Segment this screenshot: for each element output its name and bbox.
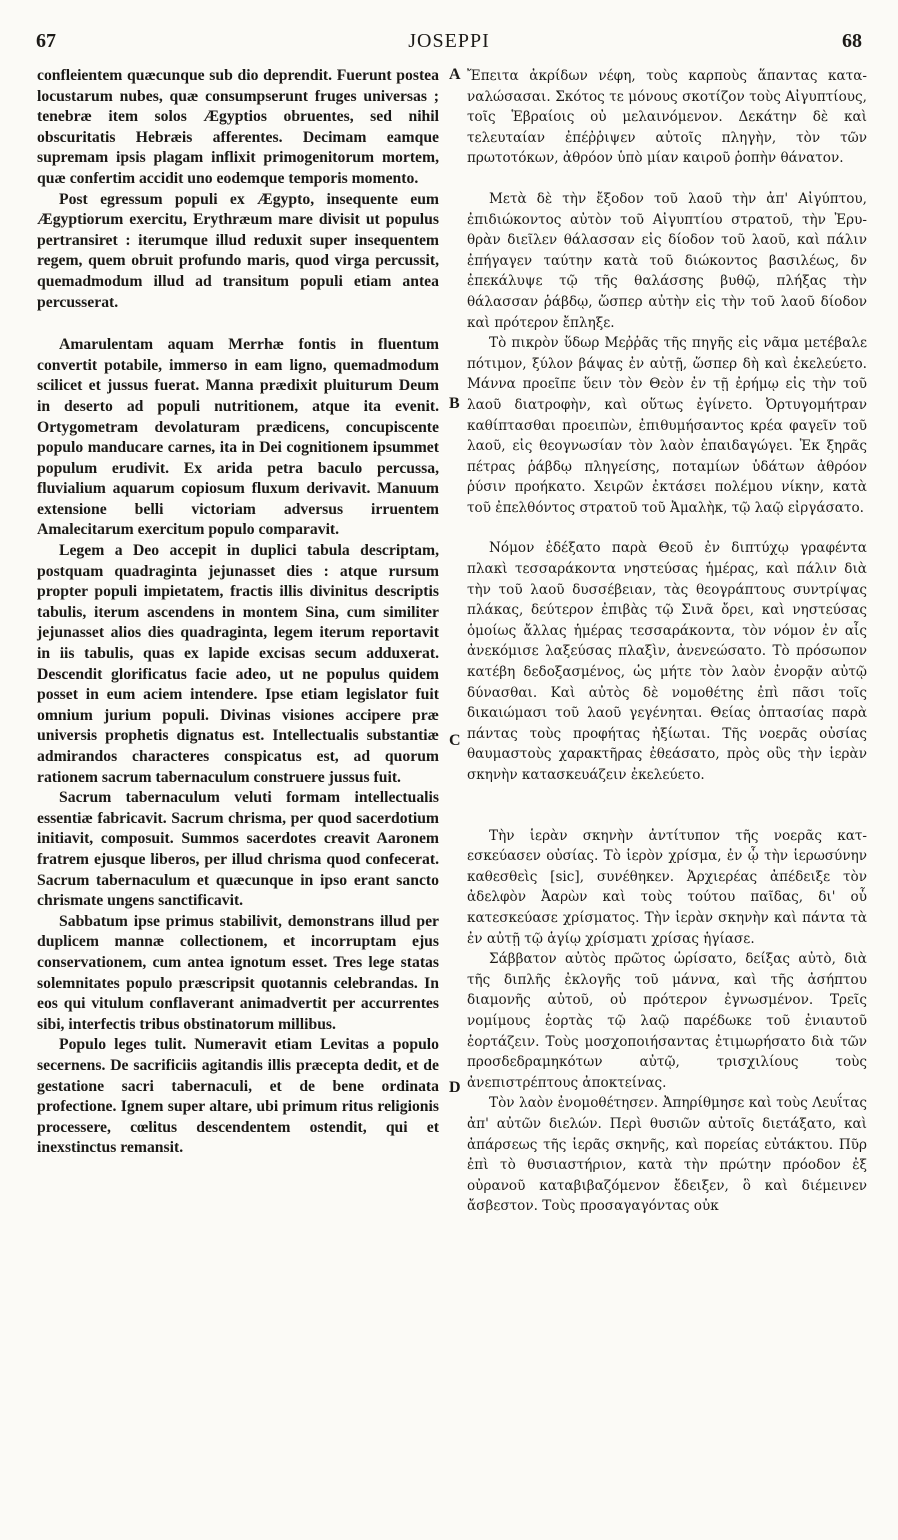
latin-paragraph: Sacrum tabernaculum veluti formam intellectualis essentiæ fabricavit. Sacrum chrisma, per quod sacerdotium initiavit, composuit. Summos sacerdotes creavit Aaronem fratrem ejusque liberos, per illud chrisma quod confecerat. Sacrum tabernaculum et quæcunque in ipso erant sancto chrismate ungens sanctificavit. <box>37 789 439 910</box>
latin-paragraph: Post egressum populi ex Ægypto, insequente eum Ægyptiorum exercitu, Erythræum mare divisit ut populus pertransiret : iterumque illud reduxit super insequentem regem, quem obruit profundo maris, quod virga percussit, quemadmodum illud ad transitum populi etiam antea percusserat. <box>37 190 439 311</box>
latin-paragraph: Legem a Deo accepit in duplici tabula descriptam, postquam quadraginta jejunasset dies : atque rursum propter populi impietatem, fractis illis divinitus descriptis tabulis, iterum ascendens in montem Sina, cum similiter jejunasset alios dies quadraginta, legem iterum reportavit in iis tabulis, quas ex lapide excisas secum adduxerat. Descendit glorificatus facie adeo, ut ne populus quidem posset in eum aciem intendere. Ipse etiam legislator fuit omnium jurium populi. Divinas visiones accipere præ universis prophetis dignatus est. Intellectualis substantiæ admirandos characteres conspicatus est, ad quorum rationem sacrum tabernaculum construere jussus fuit. <box>37 542 439 786</box>
section-marker-a: A <box>449 66 461 83</box>
page-number-right: 68 <box>842 30 862 52</box>
section-marker-b: B <box>449 395 460 412</box>
greek-paragraph: Τὴν ἱερὰν σκηνὴν ἀντίτυπον τῆς νοερᾶς κατεσκεύασεν οὐσίας. Τὸ ἱερὸν χρίσμα, ἐν ᾧ τὴν ἱερωσύνην καθεσθεὶς [sic], συνέθηκεν. Ἀρχιερέας ἀπέδειξε τὸν ἀδελφὸν Ἀαρὼν καὶ τοὺς τούτου παῖδας, δι' οὗ κατεσκεύασε χρίσματος. Τὴν ἱερὰν σκηνὴν καὶ πάντα τὰ ἐν αὐτῇ τῷ ἁγίῳ χρίσματι χρίσας ἡγίασε. <box>467 827 867 947</box>
greek-column <box>467 66 867 1217</box>
greek-paragraph: Τὸ πικρὸν ὕδωρ Μεῤῥᾶς τῆς πηγῆς εἰς νᾶμα μετέβαλε πότιμον, ξύλον βάψας ἐν αὐτῇ, ὥσπερ δὴ καὶ ἐκελεύετο. Μάννα προεῖπε ὕειν τὸν Θεὸν ἐν τῇ ἐρήμῳ εἰς τὴν τοῦ λαοῦ διατροφὴν, καὶ οὕτως ἐγίνετο. Ὀρτυγομήτραν καθίπτασθαι προειπὼν, ἐπιθυμήσαντος κρέα φαγεῖν τοῦ λαοῦ, εἰς θεογνωσίαν τὸν λαὸν ἐπαιδαγώγει. Ἐκ ξηρᾶς πέτρας ῥάβδῳ πληγείσης, ποταμίων ὑδάτων ἀθρόον ῥύσιν προήκατο. Χειρῶν ἐκτάσει πολέμου νίκην, κατὰ τοῦ ἐπελθόντος στρατοῦ τοῦ Ἀμαλὴκ, τῷ λαῷ εἰργάσατο. <box>467 335 867 516</box>
latin-paragraph: Sabbatum ipse primus stabilivit, demonstrans illud per duplicem mannæ collectionem, et incorruptam ejus conservationem, cum antea ignotum esset. Tres lege statas solemnitates populo præscripsit quotannis celebrandas. In eos qui vitulum conflaverant animadvertit per accurrentes sibi, interfectis tribus obstinatorum millibus. <box>37 912 439 1033</box>
greek-paragraph: Σάββατον αὐτὸς πρῶτος ὡρίσατο, δείξας αὐτὸ, διὰ τῆς διπλῆς ἐκλογῆς τοῦ μάννα, καὶ τῆς ἀσήπτου διαμονῆς αὐτοῦ, οὐ πρότερον ἐγνωσμένον. Τρεῖς νομίμους ἑορτὰς τῷ λαῷ παρέδωκε τοῦ ἐνιαυτοῦ ἑορτάζειν. Τοὺς μοσχοποιήσαντας ἐτιμωρήσατο διὰ τῶν προσδεδραμηκότων αὐτῷ, τρισχιλίους τοὺς ἀνεπιστρέπτους ἀποκτείνας. <box>467 951 867 1091</box>
greek-paragraph: Τὸν λαὸν ἐνομοθέτησεν. Ἀπηρίθμησε καὶ τοὺς Λευΐτας ἀπ' αὐτῶν διελών. Περὶ θυσιῶν αὐτοῖς διετάξατο, καὶ ἀπάρσεως τῆς ἱερᾶς σκηνῆς, καὶ πορείας εὐτάκτου. Πῦρ ἐπὶ τὸ θυσιαστήριον, κατὰ τὴν πρώτην πρόοδον ἐξ οὐρανοῦ καταβιβαζόμενον ἔδειξεν, ὃ καὶ διέμεινεν ἄσβεστον. Τοὺς προσαγαγόντας οὐκ <box>467 1095 867 1215</box>
running-header <box>0 30 898 60</box>
section-marker-d: D <box>449 1079 461 1096</box>
running-title: JOSEPPI <box>408 30 490 52</box>
latin-paragraph: Amarulentam aquam Merrhæ fontis in fluentum convertit potabile, immerso in eam ligno, quemadmodum scilicet et jussus fuerat. Manna prædixit pluiturum Deum in deserto ad populi nutritionem, atque ita evenit. Ortygometram devolaturam prædicens, concupiscente populo manducare carnes, ita in Dei cognitionem ipsummet populum erudivit. Ex arida petra baculo percussa, fluvialium aquarum copiosum fluxum derivavit. Manuum extensione belli victoriam adversus irruentem Amalecitarum exercitum populo comparavit. <box>37 336 439 539</box>
latin-paragraph: Populo leges tulit. Numeravit etiam Levitas a populo secernens. De sacrificiis agitandis illis præcepta dedit, et de gestatione sacri tabernaculi, et de bene ordinata profectione. Ignem super altare, ubi primum ritus religionis processere, cœlitus descendentem ostendit, qui et inexstinctus remansit. <box>37 1036 439 1157</box>
latin-column <box>37 66 439 1159</box>
section-marker-c: C <box>449 732 461 749</box>
latin-paragraph: confleientem quæcunque sub dio deprendit. Fuerunt postea locustarum nubes, quæ consumpserunt fruges universas ; tenebræ item solos Ægyptios obruentes, sed nihil obscuritatis Hebræis afferentes. Decimam eamque supremam ipsis plagam inflixit primogenitorum mortem, quæ confertim accidit uno eodemque temporis momento. <box>37 67 439 187</box>
greek-paragraph: Νόμον ἐδέξατο παρὰ Θεοῦ ἐν διπτύχῳ γραφέντα πλακὶ τεσσαράκοντα νηστεύσας ἡμέρας, καὶ πάλιν διὰ τὴν τοῦ λαοῦ δυσσέβειαν, τὰς θεογράπτους συντρίψας πλάκας, δεύτερον ἐπιβὰς τῷ Σινᾶ ὄρει, καὶ νηστεύσας ὁμοίως ἄλλας ἡμέρας τεσσαράκοντα, τὸν νόμον ἐν αἷς ἀνεκόμισε λαξεύσας πλαξὶν, ἀνενεώσατο. Τὸ πρόσωπον κατέβη δεδοξασμένος, ὡς μήτε τὸν λαὸν ἐνορᾷν αὐτῷ δύνασθαι. Καὶ αὐτὸς δὲ νομοθέτης ἐπὶ πᾶσι τοῖς δικαιώμασι τοῦ λαοῦ γεγένηται. Θείας ὀπτασίας παρὰ πάντας τοὺς προφήτας ἠξίωται. Τῆς νοερᾶς οὐσίας θαυμαστοὺς χαρακτῆρας ἐθεάσατο, πρὸς οὓς τὴν ἱερὰν σκηνὴν κατασκευάζειν ἐκελεύετο. <box>467 540 867 783</box>
page-number-left: 67 <box>36 30 56 52</box>
greek-paragraph: Μετὰ δὲ τὴν ἔξοδον τοῦ λαοῦ τὴν ἀπ' Αἰγύπτου, ἐπιδιώκοντος αὐτὸν τοῦ Αἰγυπτίου στρατοῦ, τὴν Ἐρυθρὰν διεῖλεν θάλασσαν εἰς δίοδον τοῦ λαοῦ, καὶ πάλιν ἐπήγαγεν ταύτην κατὰ τοῦ διώκοντος βασιλέως, δν ἐπεκάλυψε τῷ τῆς θαλάσσης βυθῷ, πλήξας τὴν θάλασσαν ῥάβδῳ, ὥσπερ αὐτὴν εἰς τὴν τοῦ λαοῦ δίοδον καὶ πρότερον ἔπληξε. <box>467 190 867 331</box>
greek-paragraph: Ἔπειτα ἀκρίδων νέφη, τοὺς καρποὺς ἅπαντας καταναλώσασαι. Σκότος τε μόνους σκοτίζον τοὺς Αἰγυπτίους, τοῖς Ἑβραίοις οὐ μελαινόμενον. Δεκάτην δὲ καὶ τελευταίαν ἐπέῤῥιψεν αὐτοῖς πληγὴν, τὸν τῶν πρωτοτόκων, ἀθρόον ὑπὸ μίαν καιροῦ ῥοπὴν θάνατον. <box>467 68 867 167</box>
